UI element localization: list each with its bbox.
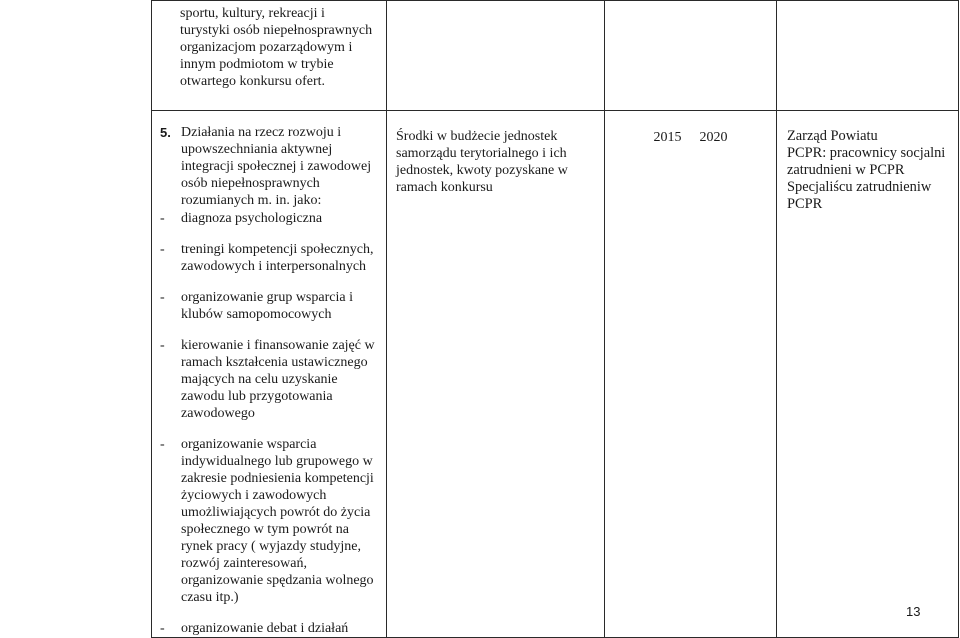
- page-number: 13: [906, 604, 921, 619]
- list-bullet: -: [160, 290, 165, 305]
- period-range: [605, 111, 776, 146]
- list-item: [160, 241, 378, 275]
- list-item: [160, 337, 378, 422]
- cell-funding-sources: [387, 111, 605, 638]
- cell-empty-period: [605, 1, 777, 111]
- list-item: [160, 289, 378, 323]
- cell-responsible: [777, 111, 959, 638]
- table-row-continuation: [152, 1, 959, 111]
- list-item: [160, 436, 378, 606]
- list-bullet: -: [160, 211, 165, 226]
- list-item-text: treningi kompetencji społecznych, zawodowych i interpersonalnych: [181, 242, 374, 274]
- list-item-text: diagnoza psychologiczna: [181, 211, 323, 226]
- item-heading: [152, 111, 386, 209]
- cell-empty-sources: [387, 1, 605, 111]
- continuation-text: sportu, kultury, rekreacji i turystyki osób niepełnosprawnych organizacjom pozarządowym i innym podmiotom w trybie otwartego konkursu ofert.: [180, 6, 373, 89]
- list-item-text: organizowanie wsparcia indywidualnego lub grupowego w zakresie podniesienia kompetencji życiowych i zawodowych umożliwiających powrót do życia społecznego w tym powrót na rynek pracy ( wyjazdy studyjne, rozwój zainteresowań, organizowanie spędzania wolnego czasu itp.): [181, 437, 374, 605]
- list-item: [160, 210, 378, 227]
- funding-sources-text: Środki w budżecie jednostek samorządu terytorialnego i ich jednostek, kwoty pozyskane w ramach konkursu: [396, 129, 568, 195]
- list-bullet: -: [160, 621, 165, 636]
- cell-continuation: [152, 1, 387, 111]
- list-item: [160, 620, 378, 637]
- responsible-list: [777, 111, 958, 213]
- responsible-entry: Zarząd Powiatu: [787, 128, 878, 144]
- responsible-entry: Specjaliścu zatrudnieniw PCPR: [787, 179, 932, 212]
- cell-task: [152, 111, 387, 638]
- table-row-item-5: [152, 111, 959, 638]
- sub-item-list: [152, 210, 386, 637]
- responsible-entry: PCPR: pracownicy socjalni zatrudnieni w PCPR: [787, 145, 946, 178]
- list-item-text: organizowanie debat i działań: [181, 621, 349, 636]
- plan-table: [151, 0, 959, 638]
- period-end: 2020: [699, 130, 728, 145]
- cell-empty-responsible: [777, 1, 959, 111]
- list-bullet: -: [160, 437, 165, 452]
- list-bullet: -: [160, 338, 165, 353]
- item-title: Działania na rzecz rozwoju i upowszechniania aktywnej integracji społecznej i zawodowej osób niepełnosprawnych rozumianych m. in. jako:: [181, 125, 372, 208]
- list-bullet: -: [160, 242, 165, 257]
- list-item-text: organizowanie grup wsparcia i klubów samopomocowych: [181, 290, 353, 322]
- cell-period: [605, 111, 777, 638]
- item-number: 5.: [160, 125, 171, 140]
- period-start: 2015: [653, 130, 682, 145]
- list-item-text: kierowanie i finansowanie zajęć w ramach kształcenia ustawicznego mających na celu uzyskanie zawodu lub przygotowania zawodowego: [181, 338, 375, 421]
